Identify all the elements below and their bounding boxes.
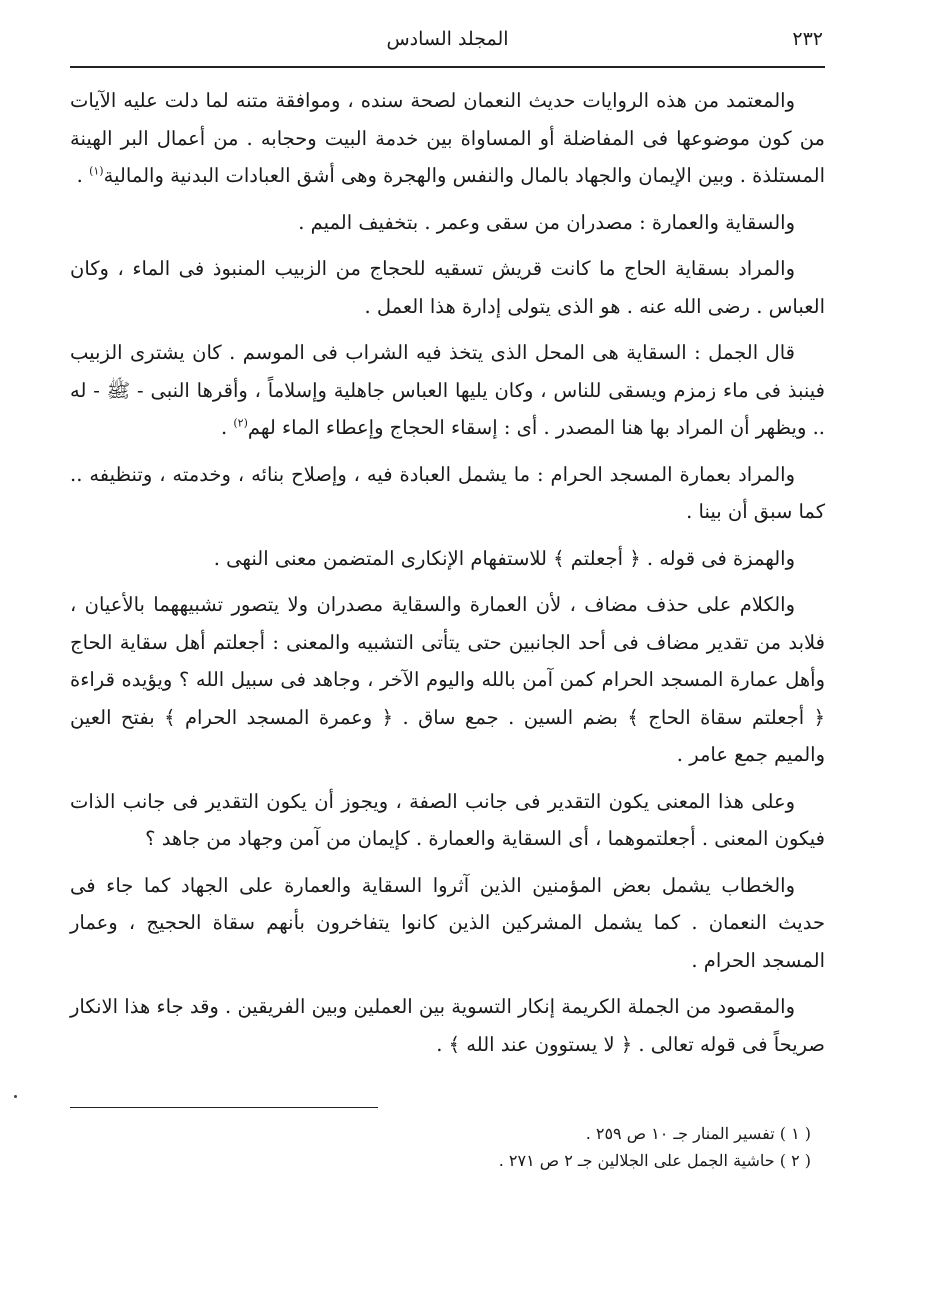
scan-speck (14, 1095, 17, 1098)
page-header (70, 22, 825, 56)
paragraph: والمراد بسقاية الحاج ما كانت قريش تسقيه للحجاج من الزبيب المنبوذ فى الماء ، وكان العباس . رضى الله عنه . هو الذى يتولى إدارة هذا العمل . (70, 257, 825, 318)
paragraph: والكلام على حذف مضاف ، لأن العمارة والسقاية مصدران ولا يتصور تشبيههما بالأعيان ، فلابد من تقدير مضاف فى أحد الجانبين حتى يتأتى التشبيه والمعنى : أجعلتم أهل سقاية الحاج وأهل عمارة المسجد الحرام كمن آمن بالله واليوم الآخر ، وجاهد فى سبيل الله ؟ ويؤيده قراءة ﴿ أجعلتم سقاة الحاج ﴾ بضم السين . جمع ساق . ﴿ وعمرة المسجد الحرام ﴾ بفتح العين والميم جمع عامر . (70, 593, 825, 766)
main-text (70, 82, 825, 1063)
running-title: المجلد السادس (386, 28, 509, 50)
paragraph: والهمزة فى قوله . ﴿ أجعلتم ﴾ للاستفهام الإنكارى المتضمن معنى النهى . (213, 546, 795, 570)
paragraph: وعلى هذا المعنى يكون التقدير فى جانب الصفة ، ويجوز أن يكون التقدير فى جانب الذات فيكون المعنى . أجعلتموهما ، أى السقاية والعمارة . كإيمان من آمن وجهاد من جاهد ؟ (70, 789, 825, 850)
footnote-ref: (١) (89, 164, 104, 178)
footnote-ref: (٢) (233, 416, 248, 430)
footnote: ( ١ ) تفسير المنار جـ ١٠ ص ٢٥٩ . (585, 1124, 811, 1143)
paragraph: والمعتمد من هذه الروايات حديث النعمان لصحة سنده ، وموافقة متنه لما دلت عليه الآيات من كون موضوعها فى المفاضلة أو المساواة بين خدمة البيت وحجابه . من أعمال البر الهينة المستلذة . وبين الإيمان والجهاد بالمال والنفس والهجرة وهى أشق العبادات البدنية والمالية$^{(١)}$ . (70, 89, 825, 187)
header-divider (70, 66, 825, 68)
footnote-divider (70, 1107, 378, 1108)
paragraph: والمقصود من الجملة الكريمة إنكار التسوية بين العملين وبين الفريقين . وقد جاء هذا الانكار صريحاً فى قوله تعالى . ﴿ لا يستوون عند الله ﴾ . (70, 995, 825, 1056)
paragraph: قال الجمل : السقاية هى المحل الذى يتخذ فيه الشراب فى الموسم . كان يشترى الزبيب فينبذ فى ماء زمزم ويسقى للناس ، وكان يليها العباس جاهلية وإسلاماً ، وأقرها النبى - ﷺ - له .. ويظهر أن المراد بها هنا المصدر . أى : إسقاء الحجاج وإعطاء الماء لهم$^{(٢)}$ . (70, 341, 825, 439)
paragraph: والسقاية والعمارة : مصدران من سقى وعمر . بتخفيف الميم . (298, 210, 795, 234)
book-page (70, 22, 825, 1282)
paragraph: والمراد بعمارة المسجد الحرام : ما يشمل العبادة فيه ، وإصلاح بنائه ، وخدمته ، وتنظيفه .. كما سبق أن بينا . (70, 462, 825, 523)
page-number: ٢٣٢ (792, 28, 823, 50)
footnotes (70, 1120, 825, 1174)
paragraph: والخطاب يشمل بعض المؤمنين الذين آثروا السقاية والعمارة على الجهاد كما جاء فى حديث النعمان . كما يشمل المشركين الذين كانوا يتفاخرون بأنهم سقاة الحجيج ، وعمار المسجد الحرام . (70, 873, 825, 972)
footnote: ( ٢ ) حاشية الجمل على الجلالين جـ ٢ ص ٢٧١ . (498, 1151, 811, 1170)
